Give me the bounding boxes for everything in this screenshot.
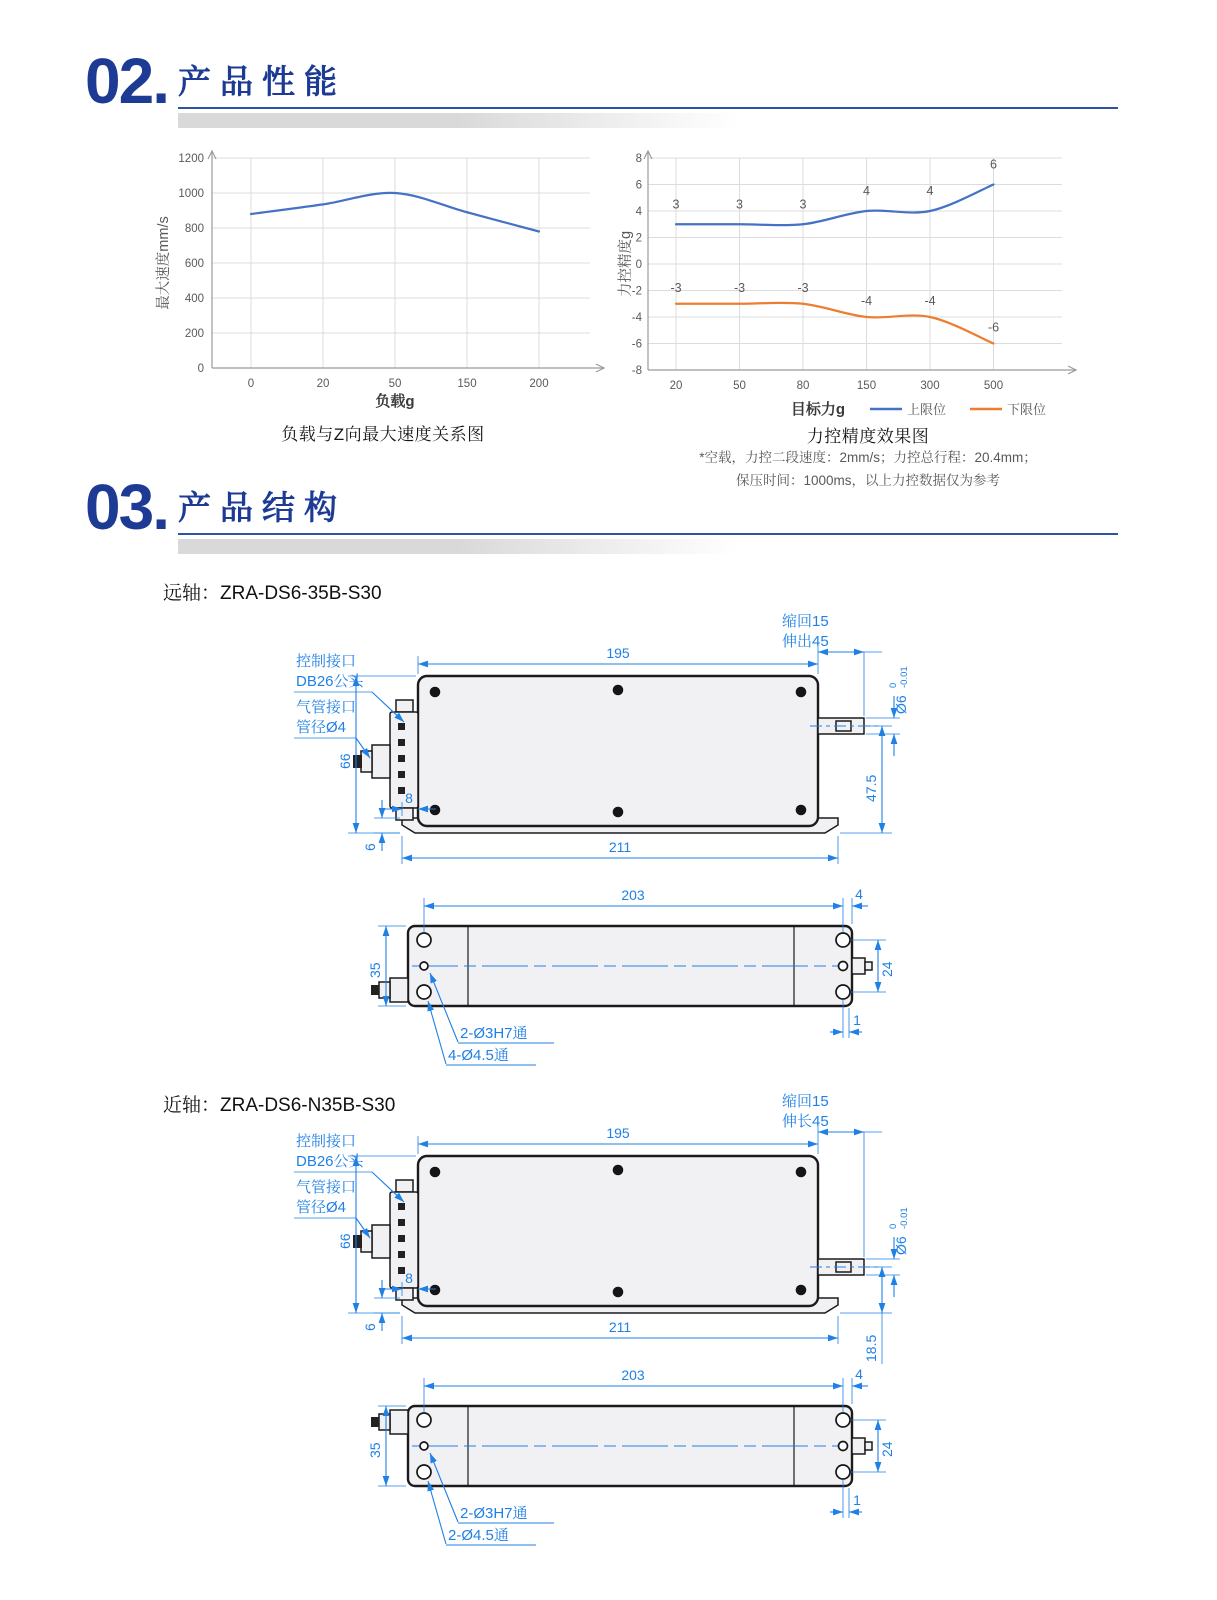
- retract-label: 缩回15: [782, 1093, 829, 1110]
- rod-tol-upper: 0: [888, 682, 899, 688]
- actuator-housing: [418, 676, 818, 826]
- svg-text:20: 20: [316, 378, 330, 390]
- svg-text:0: 0: [197, 363, 204, 375]
- svg-text:50: 50: [388, 378, 402, 390]
- dim-8: 8: [405, 1270, 413, 1286]
- svg-text:400: 400: [184, 293, 204, 305]
- air-fitting: [353, 745, 390, 778]
- legend-lower-limit-label: 下限位: [1007, 402, 1047, 417]
- force-chart-note-line1: *空载，力控二段速度：2mm/s；力控总行程：20.4mm；: [699, 450, 1037, 465]
- svg-text:1000: 1000: [178, 188, 204, 200]
- svg-text:-8: -8: [631, 365, 642, 377]
- dim-211: 211: [608, 1319, 632, 1335]
- svg-text:6: 6: [635, 179, 642, 192]
- air-fitting-plan: [371, 1410, 408, 1434]
- svg-text:-3: -3: [733, 280, 746, 295]
- rod-dia: Ø6: [893, 1236, 909, 1255]
- section-structure-header: [85, 471, 1118, 554]
- svg-text:300: 300: [920, 380, 940, 392]
- svg-text:-3: -3: [797, 280, 809, 295]
- extend-label: 伸出45: [782, 633, 829, 650]
- extend-label: 伸长45: [782, 1113, 829, 1130]
- force-chart: [618, 148, 1118, 428]
- svg-text:150: 150: [457, 378, 477, 390]
- speed-chart-plot: [178, 151, 604, 390]
- dim-66: 66: [337, 753, 353, 769]
- dim-4: 4: [855, 1366, 863, 1382]
- svg-text:4: 4: [635, 206, 642, 218]
- svg-text:8: 8: [635, 153, 642, 165]
- near-axis-side-view-drawing: [278, 1086, 938, 1386]
- svg-text:-6: -6: [987, 320, 1000, 335]
- svg-text:0: 0: [635, 259, 642, 271]
- hole-label-45: 2-Ø4.5通: [448, 1527, 509, 1544]
- actuator-body-plan: [371, 1406, 872, 1486]
- air-port-label-2: 管径Ø4: [296, 719, 347, 736]
- rod-tolerance: [888, 1207, 910, 1255]
- rod-tolerance: [888, 666, 910, 714]
- svg-text:0: 0: [247, 378, 255, 390]
- db26-connector: [390, 700, 418, 820]
- svg-text:200: 200: [529, 378, 549, 390]
- dim-6: 6: [362, 1323, 378, 1331]
- hole-label-45: 4-Ø4.5通: [448, 1047, 509, 1064]
- rod-tab-plan: [852, 1438, 872, 1454]
- dim-18-5: 18.5: [863, 1334, 879, 1362]
- svg-text:500: 500: [983, 380, 1004, 392]
- dim-203: 203: [621, 1367, 645, 1383]
- rod-dia: Ø6: [893, 695, 909, 714]
- svg-text:50: 50: [733, 380, 746, 392]
- svg-text:200: 200: [184, 328, 204, 340]
- dim-24: 24: [879, 961, 895, 977]
- dim-211: 211: [608, 839, 632, 855]
- far-axis-side-view-drawing: [278, 606, 938, 898]
- svg-text:2: 2: [635, 232, 642, 245]
- svg-text:-3: -3: [670, 280, 682, 295]
- force-chart-legend: [870, 402, 1046, 417]
- dim-35: 35: [367, 1442, 383, 1458]
- air-port-label-1: 气管接口: [296, 699, 357, 716]
- legend-upper-limit-label: 上限位: [907, 402, 947, 417]
- air-fitting-plan: [371, 978, 408, 1002]
- section-rule: [178, 107, 1118, 109]
- dim-195: 195: [606, 1125, 630, 1141]
- dim-35: 35: [367, 962, 383, 978]
- rod-tol-lower: -0.01: [899, 1207, 910, 1229]
- rod-tab-plan: [852, 958, 872, 974]
- hole-label-3h7: 2-Ø3H7通: [460, 1025, 528, 1042]
- svg-text:80: 80: [796, 380, 810, 392]
- dim-47-5: 47.5: [863, 774, 879, 802]
- dim-6: 6: [362, 843, 378, 851]
- force-chart-plot: [632, 151, 1076, 392]
- dim-24: 24: [879, 1441, 895, 1457]
- svg-text:4: 4: [926, 184, 934, 198]
- dim-195: 195: [606, 645, 630, 661]
- svg-text:3: 3: [736, 197, 743, 212]
- far-axis-plan-view-drawing: [278, 876, 938, 1076]
- section-title: 产品结构: [177, 489, 346, 526]
- svg-text:-6: -6: [631, 338, 642, 351]
- dim-1: 1: [853, 1492, 861, 1508]
- svg-text:-2: -2: [631, 285, 642, 298]
- speed-chart-ylabel: 最大速度mm/s: [156, 216, 172, 310]
- dim-203: 203: [621, 887, 645, 903]
- dim-8: 8: [405, 790, 413, 806]
- section-rule: [178, 533, 1118, 535]
- rod-tol-lower: -0.01: [899, 666, 910, 688]
- svg-text:1200: 1200: [178, 153, 204, 165]
- svg-text:20: 20: [669, 380, 683, 392]
- ctrl-port-label-2: DB26公头: [296, 673, 364, 690]
- db26-connector: [390, 1180, 418, 1300]
- svg-text:800: 800: [184, 223, 204, 235]
- section-title: 产品性能: [177, 63, 346, 100]
- section-performance-header: [85, 45, 1118, 128]
- svg-text:-4: -4: [631, 312, 642, 324]
- far-axis-model-label: 远轴：ZRA-DS6-35B-S30: [163, 583, 382, 604]
- svg-text:150: 150: [856, 380, 877, 392]
- hole-label-3h7: 2-Ø3H7通: [460, 1505, 528, 1522]
- air-port-label-2: 管径Ø4: [296, 1199, 347, 1216]
- force-chart-ylabel: 力控精度g: [618, 230, 634, 298]
- speed-chart-xlabel: 负载g: [375, 393, 415, 410]
- svg-text:-4: -4: [924, 294, 936, 308]
- ctrl-port-label-1: 控制接口: [296, 1133, 357, 1150]
- svg-text:4: 4: [863, 184, 870, 198]
- force-chart-xlabel: 目标力g: [790, 401, 846, 418]
- dim-66: 66: [337, 1233, 353, 1249]
- dim-1: 1: [853, 1012, 861, 1028]
- svg-text:600: 600: [184, 258, 204, 270]
- actuator-housing: [418, 1156, 818, 1306]
- svg-text:6: 6: [990, 157, 997, 172]
- ctrl-port-label-2: DB26公头: [296, 1153, 364, 1170]
- svg-text:-4: -4: [860, 294, 873, 308]
- svg-text:3: 3: [672, 197, 680, 212]
- near-axis-plan-view-drawing: [278, 1356, 938, 1566]
- speed-chart: [148, 148, 618, 418]
- section-gradient-bar: [178, 539, 738, 554]
- rod-tol-upper: 0: [888, 1223, 899, 1229]
- actuator-body-plan: [371, 926, 872, 1006]
- air-fitting: [353, 1225, 390, 1258]
- force-chart-caption: 力控精度效果图: [806, 427, 930, 446]
- svg-text:3: 3: [799, 197, 807, 212]
- section-number: 03.: [85, 471, 168, 543]
- speed-chart-caption: 负载与Z向最大速度关系图: [281, 425, 485, 444]
- near-axis-model-label: 近轴：ZRA-DS6-N35B-S30: [163, 1095, 396, 1116]
- section-number: 02.: [85, 45, 168, 117]
- dim-4: 4: [855, 886, 863, 902]
- air-port-label-1: 气管接口: [296, 1179, 357, 1196]
- force-chart-note-line2: 保压时间：1000ms，以上力控数据仅为参考: [735, 473, 1001, 488]
- ctrl-port-label-1: 控制接口: [296, 653, 357, 670]
- section-gradient-bar: [178, 113, 738, 128]
- retract-label: 缩回15: [782, 613, 829, 630]
